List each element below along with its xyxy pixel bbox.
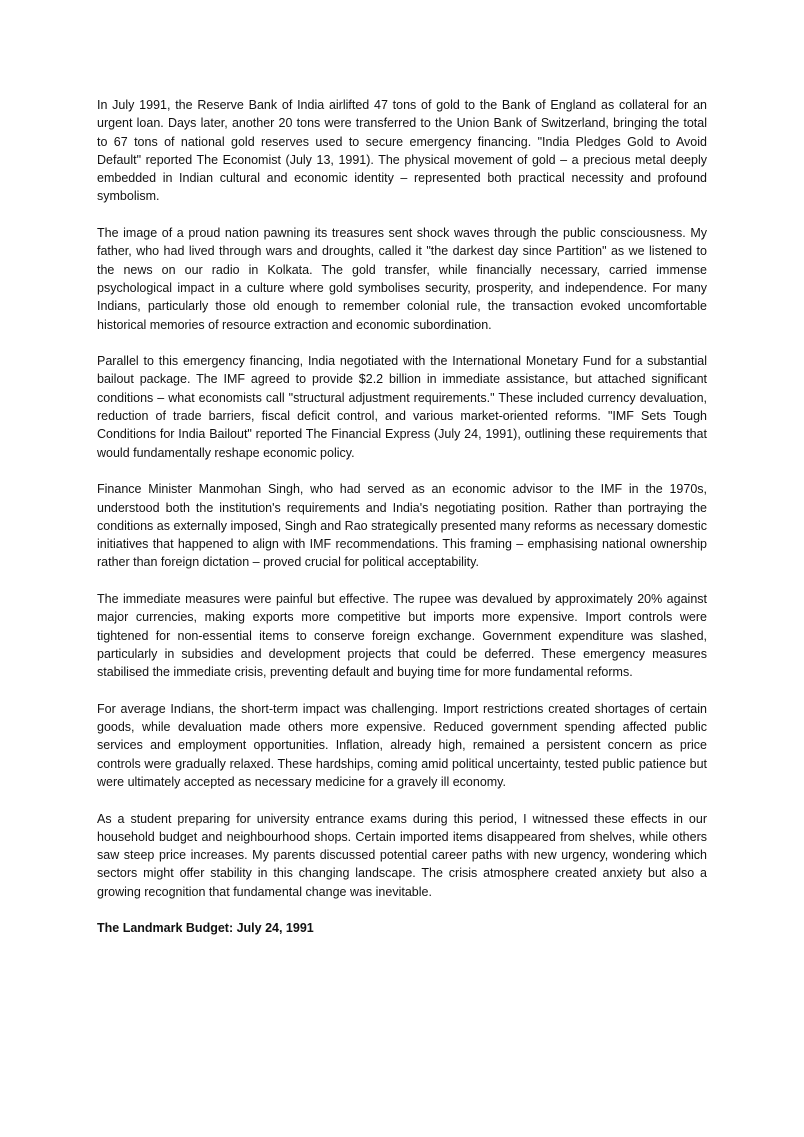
paragraph-public-shock: The image of a proud nation pawning its treasures sent shock waves through the public consciousness. My father, who had lived through wars and droughts, called it "the darkest day since Partition" as we listened to the news on our radio in Kolkata. The gold transfer, while financially necessary, carried immense psychological impact in a culture where gold symbolises security, prosperity, and independence. For many Indians, particularly those old enough to remember colonial rule, the transaction evoked uncomfortable historical memories of resource extraction and economic subordination. bbox=[97, 226, 707, 332]
paragraph-short-term-impact: For average Indians, the short-term impact was challenging. Import restrictions created shortages of certain goods, while devaluation made others more expensive. Reduced government spending affected public services and employment opportunities. Inflation, already high, remained a persistent concern as price controls were gradually relaxed. These hardships, coming amid political uncertainty, tested public patience but were ultimately accepted as necessary medicine for a gravely ill economy. bbox=[97, 701, 707, 789]
paragraph-imf-bailout: Parallel to this emergency financing, India negotiated with the International Monetary Fund for a substantial bailout package. The IMF agreed to provide $2.2 billion in immediate assistance, but attached significant conditions – what economists call "structural adjustment requirements." These included currency devaluation, reduction of trade barriers, fiscal deficit control, and various market-oriented reforms. "IMF Sets Tough Conditions for India Bailout" reported The Financial Express (July 24, 1991), outlining these requirements that would fundamentally reshape economic policy. bbox=[97, 354, 707, 460]
document-page bbox=[97, 96, 707, 938]
paragraph-gold-airlift: In July 1991, the Reserve Bank of India airlifted 47 tons of gold to the Bank of England as collateral for an urgent loan. Days later, another 20 tons were transferred to the Union Bank of Switzerland, bringing the total to 67 tons of national gold reserves used to secure emergency financing. "India Pledges Gold to Avoid Default" reported The Economist (July 13, 1991). The physical movement of gold – a precious metal deeply embedded in Indian cultural and economic identity – represented both practical necessity and profound symbolism. bbox=[97, 98, 707, 204]
paragraph-student-experience: As a student preparing for university entrance exams during this period, I witnessed these effects in our household budget and neighbourhood shops. Certain imported items disappeared from shelves, while others saw steep price increases. My parents discussed potential career paths with new urgency, wondering which sectors might offer stability in this changing landscape. The crisis atmosphere created anxiety but also a growing recognition that fundamental change was inevitable. bbox=[97, 811, 707, 899]
paragraph-manmohan-singh: Finance Minister Manmohan Singh, who had served as an economic advisor to the IMF in the 1970s, understood both the institution's requirements and India's negotiating position. Rather than portraying the conditions as externally imposed, Singh and Rao strategically presented many reforms as necessary domestic initiatives that happened to align with IMF recommendations. This framing – emphasising national ownership rather than foreign dictation – proved crucial for political acceptability. bbox=[97, 482, 707, 570]
section-heading: The Landmark Budget: July 24, 1991 bbox=[97, 921, 314, 936]
paragraph-immediate-measures: The immediate measures were painful but effective. The rupee was devalued by approximately 20% against major currencies, making exports more competitive but imports more expensive. Import controls were tightened for non-essential items to conserve foreign exchange. Government expenditure was slashed, particularly in subsidies and development projects that could be deferred. These emergency measures stabilised the immediate crisis, preventing default and buying time for more fundamental reforms. bbox=[97, 592, 707, 680]
